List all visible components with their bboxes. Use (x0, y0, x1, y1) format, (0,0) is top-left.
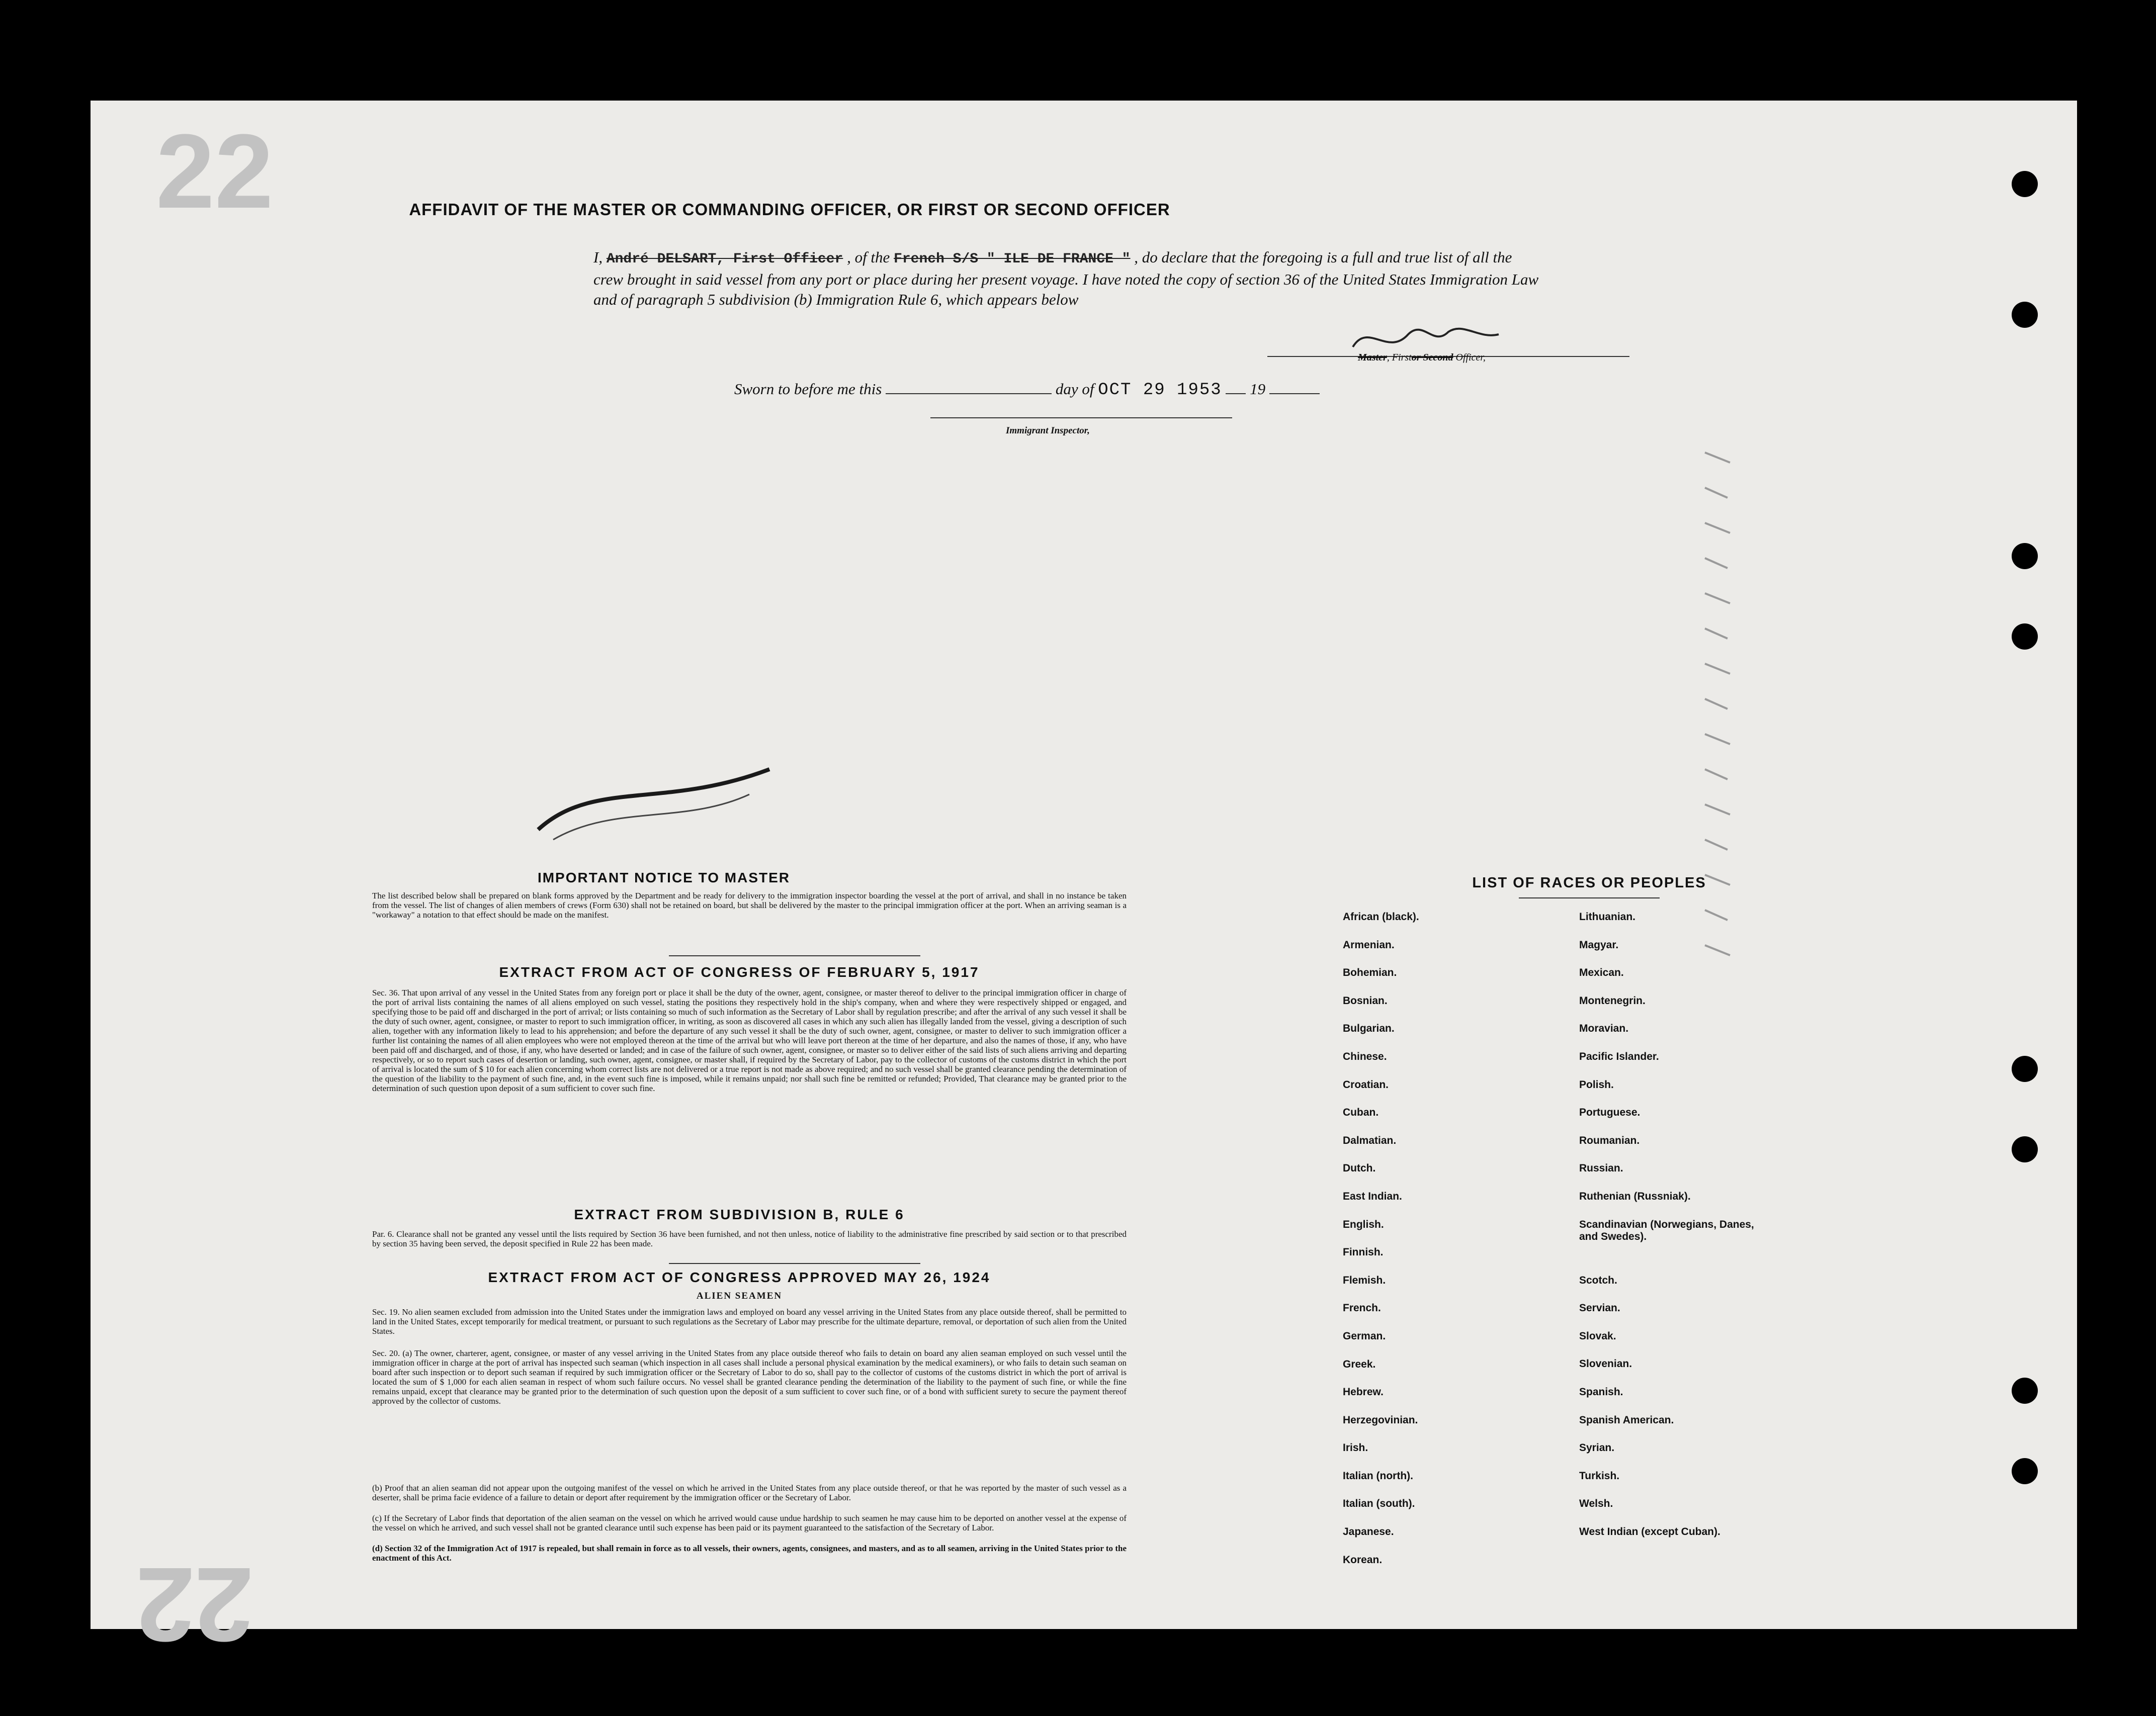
race-item: French. (1343, 1302, 1381, 1314)
race-item: Slovenian. (1579, 1358, 1632, 1370)
race-item: Lithuanian. (1579, 911, 1635, 923)
race-item: Russian. (1579, 1162, 1623, 1175)
race-item: Ruthenian (Russniak). (1579, 1190, 1691, 1202)
race-item: Servian. (1579, 1302, 1620, 1314)
punch-hole (2012, 1458, 2038, 1484)
race-item: Japanese. (1343, 1526, 1394, 1538)
races-title: LIST OF RACES OR PEOPLES (1472, 875, 1706, 891)
affidavit-title: AFFIDAVIT OF THE MASTER OR COMMANDING OFFICER, OR FIRST OR SECOND OFFICER (409, 200, 1170, 219)
race-item: Finnish. (1343, 1246, 1384, 1258)
extract-1917-heading: EXTRACT FROM ACT OF CONGRESS OF FEBRUARY 5, 1917 (499, 964, 980, 980)
document-sheet (91, 101, 2077, 1664)
sworn-line (734, 380, 1320, 400)
signature-caption-officer: Officer, (1455, 352, 1486, 363)
race-item: Korean. (1343, 1554, 1383, 1566)
race-item: Roumanian. (1579, 1134, 1640, 1146)
vessel-name: French S/S " ILE DE FRANCE " (894, 251, 1131, 267)
race-item: Irish. (1343, 1442, 1368, 1454)
sworn-text: Sworn to before me this (734, 380, 882, 398)
extract-1917-text: Sec. 36. That upon arrival of any vessel in the United States from any foreign port or place it shall be the duty of the owner, agent, consignee, or master thereof to deliver to the principal immigration officer in charge of the port of arrival lists containing the names of all aliens employed on such vessel, stating the positions they respectively hold in the ship's company, when and where they were respectively shipped or engaged, and specifying those to be paid off and discharged in the port of arrival; or lists containing so much of such information as the Secretary of Labor shall by regulation prescribe; and after the arrival of any such vessel it shall be the duty of such owner, agent, consignee, or master to report to such immigration officer, in writing, as soon as discovered all cases in which any such alien has illegally landed from the vessel, giving a description of such alien, together with any information likely to lead to his apprehension; and before the departure of any such vessel it shall be the duty of such owner, agent, consignee, or master to deliver to such immigration officer a further list containing the names of all alien employees who were not employed thereon at the time of the arrival but who will leave port thereon at the time of her departure, and also the names of those, if any, who have been paid off and discharged, and of those, if any, who have deserted or landed; and in case of the failure of such owner, agent, consignee, or master so to deliver either of the said lists of such aliens arriving and departing respectively, or so to report such cases of desertion or landing, such owner, agent, consignee, or master shall, if required by the Secretary of Labor, pay to the collector of customs of the customs district in which the port of arrival is located the sum of $ 10 for each alien concerning whom correct lists are not delivered or a true report is not made as above required; and no such vessel shall be granted clearance pending the determination of the question of the liability to the payment of such fine, and, in the event such fine is imposed, while it remains unpaid; nor shall such fine be remitted or refunded; Provided, That clearance may be granted prior to the determination of such question upon deposit of a sum sufficient to cover such fine. (372, 988, 1127, 1093)
inspector-caption: Immigrant Inspector, (1006, 425, 1090, 436)
divider (669, 1263, 920, 1264)
extract-1924-sec20d: (d) Section 32 of the Immigration Act of 1917 is repealed, but shall remain in force as to all vessels, their owners, agents, consignees, and masters, and as to all seamen, arriving in the United States prior to the enactment of this Act. (372, 1544, 1127, 1563)
punch-hole (2012, 1378, 2038, 1404)
race-item: West Indian (except Cuban). (1579, 1525, 1720, 1538)
affidavit-i-label: I, (593, 248, 603, 266)
race-item: East Indian. (1343, 1190, 1402, 1202)
race-item: Herzegovinian. (1343, 1414, 1418, 1426)
signature-caption-master: Master (1358, 352, 1387, 363)
year-label: 19 (1250, 380, 1266, 398)
signature-caption (1358, 352, 1486, 364)
punch-hole (2012, 623, 2038, 650)
race-item: Scandinavian (Norwegians, Danes, and Swedes). (1579, 1218, 1754, 1242)
affidavit-declaration: , do declare that the foregoing is a full and true list of all the crew brought in said vessel from any port or place during her present voyage. I have noted the copy of section 36 of the United States Immigration Law and of paragraph 5 subdivision (b) Immigration Rule 6, which appears below (593, 248, 1539, 308)
extract-1924-sec20a: Sec. 20. (a) The owner, charterer, agent, consignee, or master of any vessel arriving in the United States from any place outside thereof who fails to detain on board any alien seaman employed on such vessel until the immigration officer in charge at the port of arrival has inspected such seaman (which inspection in all cases shall include a personal physical examination by the medical examiners), or who fails to detain such seaman on board after such inspection or to deport such seaman if required by such immigration officer or the Secretary of Labor to do so, shall pay to the collector of customs of the customs district in which the port of arrival is located the sum of $ 1,000 for each alien seaman in respect of whom such failure occurs. No vessel shall be granted clearance pending the determination of the liability to the payment of such fine, or while the fine remains unpaid, except that clearance may be granted prior to the determination of such question upon the deposit of a sum sufficient to cover such fine, or of a bond with sufficient surety to secure the payment thereof approved by the collector of customs. (372, 1348, 1127, 1406)
page-number-bottom: 22 (136, 1546, 253, 1664)
extract-1924-sec20b: (b) Proof that an alien seaman did not appear upon the outgoing manifest of the vessel on which he arrived in the United States from any place outside thereof, or that he was reported by the master of such vessel as a deserter, shall be prima facie evidence of a failure to detain or deport after requirement by the immigration officer or the Secretary of Labor. (372, 1483, 1127, 1502)
race-item: English. (1343, 1218, 1384, 1230)
race-item: Hebrew. (1343, 1386, 1384, 1398)
signature-caption-first: , First (1387, 352, 1412, 363)
divider (1519, 897, 1660, 898)
race-item: Italian (south). (1343, 1498, 1415, 1510)
inspector-signature-line (930, 417, 1232, 418)
date-stamp: OCT 29 1953 (1098, 381, 1222, 400)
punch-hole (2012, 1136, 2038, 1162)
notice-title: IMPORTANT NOTICE TO MASTER (537, 870, 791, 885)
race-item: Armenian. (1343, 939, 1395, 951)
race-item: Turkish. (1579, 1470, 1620, 1482)
race-item: Spanish American. (1579, 1414, 1674, 1426)
race-item: Bohemian. (1343, 967, 1397, 979)
affidavit-of-the-label: , of the (847, 248, 890, 266)
affidavit-body (593, 247, 1539, 310)
race-item: Bulgarian. (1343, 1023, 1395, 1035)
race-item: Montenegrin. (1579, 995, 1646, 1007)
race-item: Bosnian. (1343, 995, 1388, 1007)
punch-hole (2012, 302, 2038, 328)
race-item: African (black). (1343, 911, 1419, 923)
race-item: Pacific Islander. (1579, 1050, 1659, 1062)
notice-text: The list described below shall be prepared on blank forms approved by the Department and be ready for delivery to the immigration inspector boarding the vessel at the port of arrival, and shall in no instance be taken from the vessel. The list of changes of alien members of crews (Form 630) shall not be retained on board, but shall be delivered by the master to the principal immigration officer at the port. When an arriving seaman is a "workaway" a notation to that effect should be made on the manifest. (372, 891, 1127, 920)
races-list-left (1343, 911, 1419, 1582)
race-item: Chinese. (1343, 1050, 1387, 1062)
day-of-label: day of (1055, 380, 1094, 398)
race-item: Cuban. (1343, 1107, 1379, 1119)
race-item: Syrian. (1579, 1442, 1615, 1454)
divider (669, 955, 920, 956)
extract-rule6-heading: EXTRACT FROM SUBDIVISION B, RULE 6 (574, 1207, 905, 1222)
race-item: Mexican. (1579, 967, 1624, 979)
signature-caption-second: or Second (1411, 352, 1453, 363)
alien-seamen-subheading: ALIEN SEAMEN (696, 1291, 783, 1301)
race-item: German. (1343, 1330, 1386, 1342)
race-item: Greek. (1343, 1358, 1376, 1370)
extract-1924-heading: EXTRACT FROM ACT OF CONGRESS APPROVED MAY 26, 1924 (488, 1270, 991, 1285)
race-item: Scotch. (1579, 1274, 1617, 1286)
punch-hole (2012, 1056, 2038, 1082)
extract-rule6-text: Par. 6. Clearance shall not be granted any vessel until the lists required by Section 36 have been furnished, and not then unless, notice of liability to the administrative fine prescribed by said section or to that prescribed by section 35 having been served, the deposit specified in Rule 22 has been made. (372, 1229, 1127, 1248)
races-list-right (1579, 911, 1770, 1554)
race-item: Welsh. (1579, 1498, 1613, 1510)
pen-stroke-mark (533, 749, 885, 850)
race-item: Portuguese. (1579, 1107, 1641, 1119)
race-item: Italian (north). (1343, 1470, 1413, 1482)
race-item: Spanish. (1579, 1386, 1623, 1398)
race-item: Dalmatian. (1343, 1134, 1397, 1146)
race-item: Dutch. (1343, 1162, 1376, 1175)
race-item: Moravian. (1579, 1023, 1629, 1035)
page-number-top: 22 (156, 112, 274, 230)
race-item: Flemish. (1343, 1274, 1386, 1286)
extract-1924-sec20c: (c) If the Secretary of Labor finds that deportation of the alien seaman on the vessel on which he arrived would cause undue hardship to such seamen he may cause him to be deported on another vessel at the expense of the vessel on which he arrived, and such vessel shall not be granted clearance until such expense has been paid or its payment guaranteed to the satisfaction of the Secretary of Labor. (372, 1513, 1127, 1532)
extract-1924-sec19: Sec. 19. No alien seamen excluded from admission into the United States under the immigration laws and employed on board any vessel arriving in the United States from any place outside thereof, shall be permitted to land in the United States, except temporarily for medical treatment, or pursuant to such regulations as the Secretary of Labor may prescribe for the ultimate departure, removal, or deportation of such alien from the United States. (372, 1307, 1127, 1336)
race-item: Croatian. (1343, 1078, 1389, 1091)
officer-name: André DELSART, First Officer (606, 251, 843, 267)
race-item: Magyar. (1579, 939, 1619, 951)
race-item: Polish. (1579, 1078, 1614, 1091)
race-item: Slovak. (1579, 1330, 1616, 1342)
punch-hole (2012, 543, 2038, 569)
punch-hole (2012, 171, 2038, 197)
